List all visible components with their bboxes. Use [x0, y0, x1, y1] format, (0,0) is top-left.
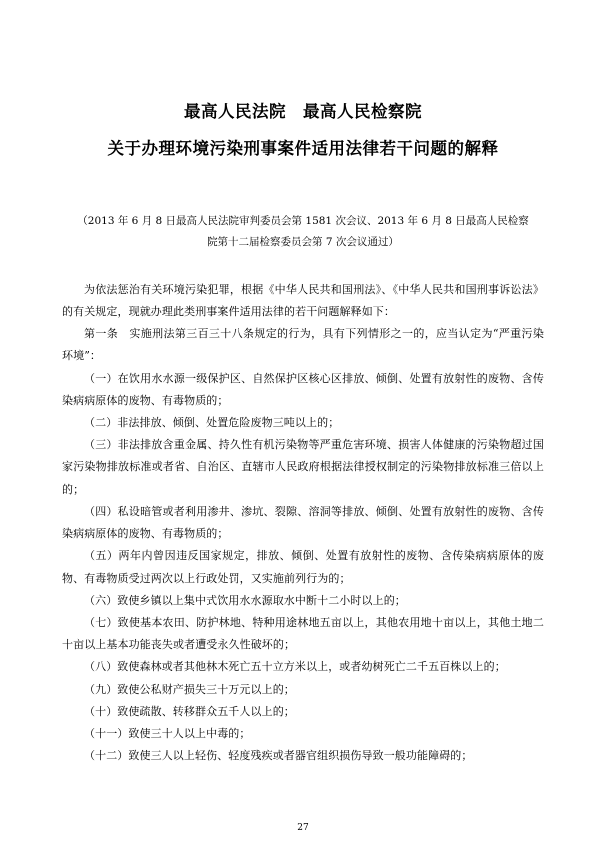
paragraph-article-1: 第一条 实施刑法第三百三十八条规定的行为，具有下列情形之一的，应当认定为“严重污染环境”： [62, 327, 544, 363]
subtitle-line-2: 院第十二届检察委员会第 7 次会议通过） [207, 235, 399, 248]
paragraph-item-10: （十）致使疏散、转移群众五千人以上的； [84, 704, 295, 718]
paragraph-item-9: （九）致使公私财产损失三十万元以上的； [84, 682, 295, 696]
paragraph-item-11: （十一）致使三十人以上中毒的； [84, 727, 251, 741]
paragraph-item-1: （一）在饮用水水源一级保护区、自然保护区核心区排放、倾倒、处置有放射性的废物、含传染病病原体的废物、有毒物质的； [62, 371, 544, 407]
page-title-line-2: 关于办理环境污染刑事案件适用法律若干问题的解释 [107, 139, 499, 159]
page-number: 27 [297, 823, 309, 833]
document-body [62, 279, 544, 768]
paragraph-item-4: （四）私设暗管或者利用渗井、渗坑、裂隙、溶洞等排放、倾倒、处置有放射性的废物、含传染病病原体的废物、有毒物质的； [62, 504, 544, 541]
paragraph-item-7: （七）致使基本农田、防护林地、特种用途林地五亩以上，其他农用地十亩以上，其他土地二十亩以上基本功能丧失或者遭受永久性破坏的； [62, 615, 544, 652]
subtitle-line-1: （2013 年 6 月 8 日最高人民法院审判委员会第 1581 次会议、2013 年 6 月 8 日最高人民检察 [77, 214, 529, 227]
paragraph-item-12: （十二）致使三人以上轻伤、轻度残疾或者器官组织损伤导致一般功能障碍的； [84, 749, 473, 763]
paragraph-item-5: （五）两年内曾因违反国家规定，排放、倾倒、处置有放射性的废物、含传染病病原体的废物、有毒物质受过两次以上行政处罚，又实施前列行为的； [62, 549, 544, 585]
paragraph-preamble: 为依法惩治有关环境污染犯罪，根据《中华人民共和国刑法》、《中华人民共和国刑事诉讼法》的有关规定，现就办理此类刑事案件适用法律的若干问题解释如下： [62, 282, 544, 318]
paragraph-item-3: （三）非法排放含重金属、持久性有机污染物等严重危害环境、损害人体健康的污染物超过国家污染物排放标准或者省、自治区、直辖市人民政府根据法律授权制定的污染物排放标准三倍以上的； [62, 438, 544, 496]
paragraph-item-6: （六）致使乡镇以上集中式饮用水水源取水中断十二小时以上的； [84, 593, 406, 607]
page-title-line-1: 最高人民法院 最高人民检察院 [184, 102, 422, 121]
document-title-block [62, 96, 544, 165]
paragraph-item-8: （八）致使森林或者其他林木死亡五十立方米以上，或者幼树死亡二千五百株以上的； [84, 660, 506, 674]
document-subtitle [62, 211, 544, 253]
paragraph-item-2: （二）非法排放、倾倒、处置危险废物三吨以上的； [84, 416, 340, 429]
